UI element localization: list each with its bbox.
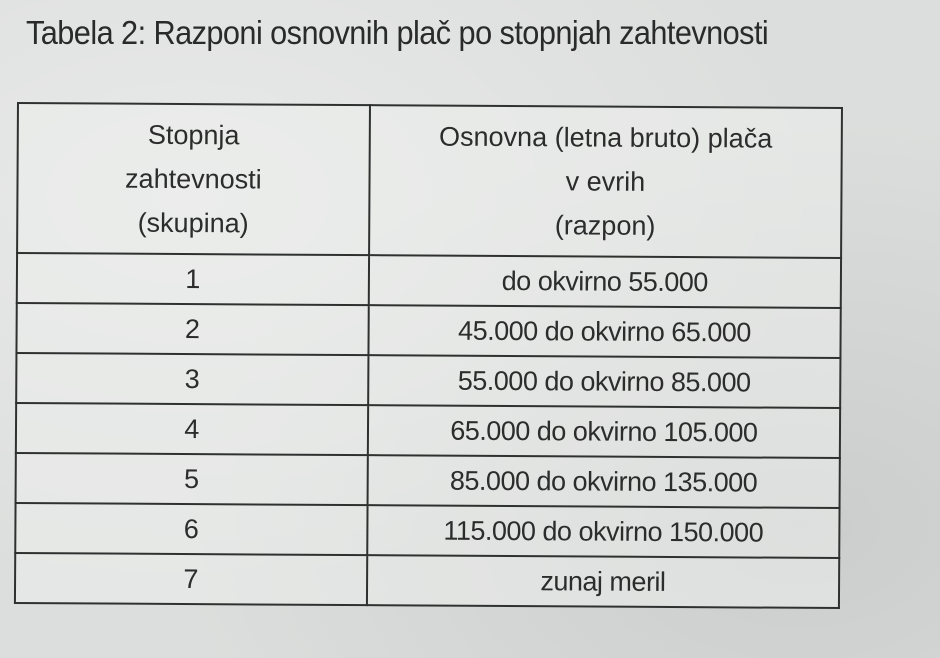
grade-cell: 7 (15, 553, 367, 605)
grade-cell: 1 (17, 253, 369, 305)
grade-cell: 2 (16, 303, 368, 355)
salary-range-cell: 55.000 do okvirno 85.000 (368, 355, 841, 408)
header-line: Stopnja (147, 119, 240, 151)
header-line: Osnovna (letna bruto) plača (438, 121, 773, 154)
salary-ranges-table (14, 102, 843, 609)
table-row (16, 303, 840, 358)
grade-cell: 5 (16, 453, 368, 505)
salary-range-cell: 65.000 do okvirno 105.000 (368, 405, 841, 458)
header-line: (skupina) (137, 207, 249, 239)
salary-range-cell: 85.000 do okvirno 135.000 (367, 455, 840, 508)
table-row (15, 553, 839, 608)
grade-cell: 4 (16, 403, 368, 455)
table-row (16, 453, 840, 508)
salary-ranges-table-container (14, 102, 843, 609)
table-header-row (17, 103, 842, 258)
salary-range-cell: 115.000 do okvirno 150.000 (367, 505, 840, 558)
header-line: (razpon) (554, 210, 656, 241)
grade-cell: 3 (16, 353, 368, 405)
table-row (17, 253, 841, 308)
salary-range-cell: do okvirno 55.000 (369, 255, 842, 308)
header-line: zahtevnosti (125, 163, 262, 195)
header-line: v evrih (565, 166, 646, 197)
table-row (15, 503, 839, 558)
salary-range-cell: 45.000 do okvirno 65.000 (368, 305, 841, 358)
salary-range-cell: zunaj meril (367, 555, 840, 608)
table-row (16, 403, 840, 458)
grade-cell: 6 (15, 503, 367, 555)
table-caption: Tabela 2: Razponi osnovnih plač po stopnjah zahtevnosti (26, 14, 769, 51)
column-header-salary (369, 105, 842, 258)
column-header-grade (17, 103, 370, 255)
table-row (16, 353, 840, 408)
